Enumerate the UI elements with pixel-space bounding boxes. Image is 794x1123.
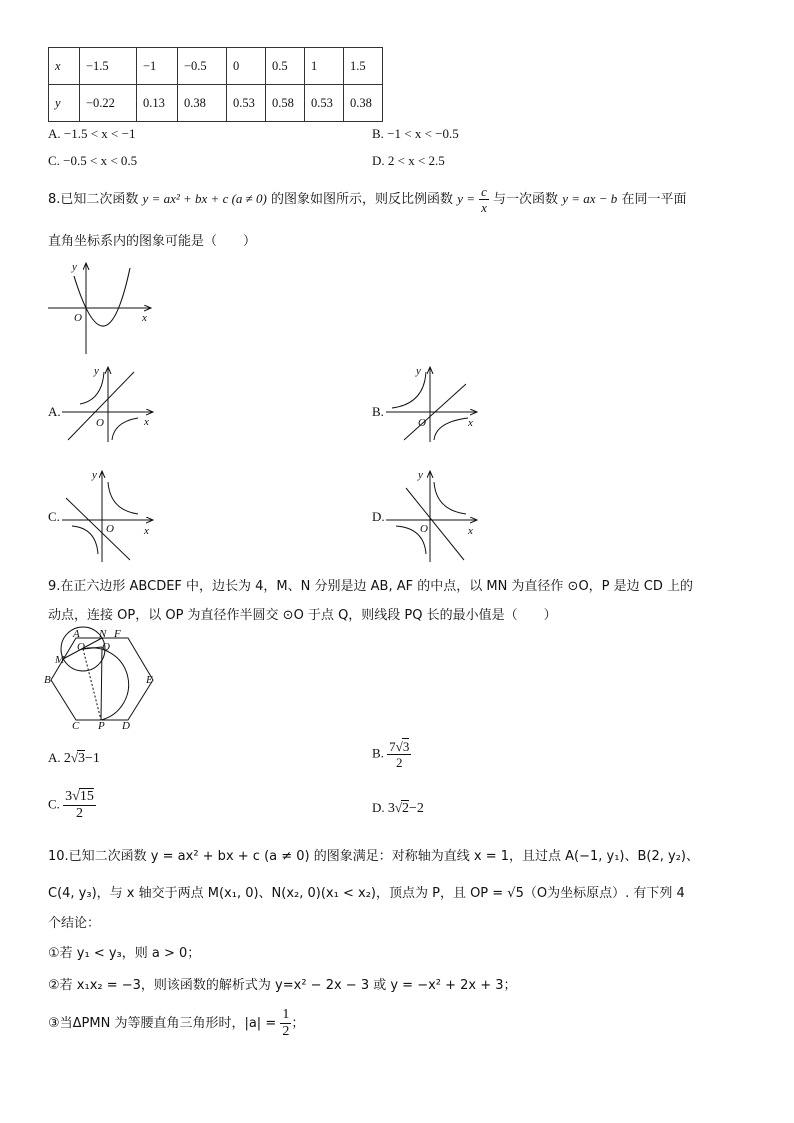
q9-hexagon-figure: [46, 628, 166, 730]
q9-option-d-radicand: 2: [402, 801, 410, 816]
q8-option-d-graph: [386, 468, 482, 564]
q8-option-b-label: B.: [372, 404, 384, 419]
point-label-q: Q: [102, 641, 110, 653]
table-cell: 0.13: [137, 85, 178, 122]
y-axis-label: y: [416, 365, 421, 377]
q9-option-d: [372, 800, 424, 817]
x-axis-label: x: [468, 525, 473, 537]
segment-op: [83, 649, 101, 720]
origin-label: O: [106, 523, 114, 535]
q10-stem-line1: 10.已知二次函数 y = ax² + bx + c (a ≠ 0) 的图象满足：对称轴为直线 x = 1，且过点 A(−1, y₁)、B(2, y₂)、: [48, 849, 699, 864]
q9-option-a: [48, 750, 100, 767]
table-cell: −1.5: [80, 48, 137, 85]
q10-fraction-denominator: 2: [282, 1024, 290, 1039]
q9-option-b-radicand: 3: [402, 739, 410, 754]
hyperbola-branch: [80, 372, 104, 404]
sqrt-symbol: √: [395, 739, 403, 754]
point-label-n: N: [99, 628, 107, 640]
q10-conclusion-3: [48, 1008, 304, 1039]
vertex-label-c: C: [72, 720, 80, 732]
table-cell: −0.22: [80, 85, 137, 122]
table-header-y: y: [49, 85, 80, 122]
hyperbola-branch: [108, 482, 138, 514]
hyperbola-branch: [72, 526, 98, 554]
hyperbola-branch: [434, 482, 466, 514]
table-cell: −1: [137, 48, 178, 85]
q9-option-b: [372, 740, 411, 769]
point-label-o: O: [77, 641, 85, 653]
y-axis-label: y: [92, 469, 97, 481]
q9-option-a-radicand: 3: [78, 751, 86, 766]
x-axis-label: x: [142, 312, 147, 324]
q9-option-a-label: A.: [48, 750, 61, 765]
q9-option-a-coef: 2: [63, 751, 71, 766]
q9-option-c-label: C.: [48, 796, 60, 812]
q9-option-d-tail: −2: [409, 801, 424, 816]
q9-option-b-denominator: 2: [395, 755, 403, 770]
segment-pq: [101, 647, 102, 720]
table-cell: 1.5: [344, 48, 383, 85]
table-cell: 0: [227, 48, 266, 85]
table-row-y: [49, 85, 383, 122]
hyperbola-branch: [392, 372, 426, 408]
q8-option-d-label: D.: [372, 509, 385, 524]
table-cell: 0.38: [344, 85, 383, 122]
q10-conclusion-3-tail: ；: [291, 1016, 305, 1031]
q8-stem-line2: 直角坐标系内的图象可能是（ ）: [48, 234, 257, 249]
table-header-x: x: [49, 48, 80, 85]
q9-stem-line1: 9.在正六边形 ABCDEF 中，边长为 4，M、N 分别是边 AB, AF 的中点，以 MN 为直径作 ⊙O，P 是边 CD 上的: [48, 579, 694, 594]
point-label-p: P: [98, 720, 105, 732]
sqrt-symbol: √: [70, 750, 79, 765]
y-axis-label: y: [418, 469, 423, 481]
origin-label: O: [74, 312, 82, 324]
q9-option-c-coef: 3: [65, 789, 73, 804]
q9-option-b-label: B.: [372, 745, 384, 761]
hyperbola-branch: [112, 418, 138, 440]
q9-option-d-coef: 3: [387, 801, 395, 816]
q9-option-b-fraction: [387, 740, 411, 769]
q7-option-c: C. −0.5 < x < 0.5: [48, 153, 138, 168]
table-cell: 0.53: [227, 85, 266, 122]
q9-option-c-radicand: 15: [79, 789, 94, 804]
sqrt-symbol: √: [394, 800, 403, 815]
q7-option-d: D. 2 < x < 2.5: [372, 153, 445, 168]
q10-conclusion-2: ②若 x₁x₂ = −3，则该函数的解析式为 y=x² − 2x − 3 或 y = −x² + 2x + 3；: [48, 978, 517, 993]
q9-option-b-coef: 7: [389, 739, 396, 754]
hyperbola-branch: [434, 418, 468, 440]
q8-inverse-numerator: c: [481, 184, 487, 199]
value-table: [48, 47, 383, 122]
origin-label: O: [420, 523, 428, 535]
semicircle-op: [83, 648, 129, 720]
parabola-curve: [74, 268, 130, 326]
table-cell: −0.5: [178, 48, 227, 85]
vertex-label-e: E: [146, 674, 153, 686]
q9-option-c-fraction: [63, 790, 96, 821]
q8-parabola-graph: [46, 258, 156, 358]
q10-conclusion-3-fraction: [280, 1008, 291, 1039]
table-cell: 1: [305, 48, 344, 85]
table-cell: 0.53: [305, 85, 344, 122]
vertex-label-f: F: [114, 628, 121, 640]
q10-stem-line3: 个结论：: [48, 916, 101, 931]
q7-option-a: A. −1.5 < x < −1: [48, 126, 136, 141]
y-axis-label: y: [94, 365, 99, 377]
vertex-label-a: A: [73, 628, 80, 640]
vertex-label-b: B: [44, 674, 51, 686]
table-row-x: [49, 48, 383, 85]
q8-stem: [48, 184, 686, 215]
q8-linear: y = ax − b: [562, 191, 618, 206]
q9-stem-line2: 动点，连接 OP，以 OP 为直径作半圆交 ⊙O 于点 Q，则线段 PQ 长的最小值是（ ）: [48, 608, 557, 623]
q8-stem-prefix: 8.已知二次函数: [48, 192, 139, 207]
q10-stem-line2: C(4, y₃)，与 x 轴交于两点 M(x₁, 0)、N(x₂, 0)(x₁ < x₂)，顶点为 P，且 OP = √5（O为坐标原点）. 有下列 4: [48, 886, 685, 901]
q8-option-a-graph: [62, 364, 158, 444]
q8-inverse-lhs: y =: [457, 191, 475, 206]
q10-conclusion-1: ①若 y₁ < y₃，则 a > 0；: [48, 946, 201, 961]
q8-quadratic: y = ax² + bx + c (a ≠ 0): [142, 191, 267, 206]
q8-stem-mid: 的图象如图所示，则反比例函数: [271, 192, 454, 207]
q8-stem-mid2: 与一次函数: [493, 192, 559, 207]
vertex-label-d: D: [122, 720, 130, 732]
x-axis-label: x: [468, 417, 473, 429]
q8-stem-end: 在同一平面: [621, 192, 687, 207]
q7-option-b: B. −1 < x < −0.5: [372, 126, 459, 141]
point-label-m: M: [55, 654, 65, 666]
table-cell: 0.58: [266, 85, 305, 122]
q8-option-c-graph: [62, 468, 158, 564]
q10-conclusion-3-text: ③当ΔPMN 为等腰直角三角形时，|a| =: [48, 1016, 277, 1031]
q9-option-c-denominator: 2: [76, 806, 84, 821]
line-graph: [406, 488, 464, 560]
origin-label: O: [418, 417, 426, 429]
q9-option-d-label: D.: [372, 800, 385, 815]
table-cell: 0.5: [266, 48, 305, 85]
table-cell: 0.38: [178, 85, 227, 122]
line-graph: [68, 372, 134, 440]
y-axis-label: y: [72, 261, 77, 273]
origin-label: O: [96, 417, 104, 429]
sqrt-symbol: √: [72, 789, 80, 804]
x-axis-label: x: [144, 525, 149, 537]
q9-option-a-tail: −1: [85, 751, 100, 766]
x-axis-label: x: [144, 416, 149, 428]
q8-option-c-label: C.: [48, 509, 60, 524]
q8-option-a-label: A.: [48, 404, 61, 419]
q10-fraction-numerator: 1: [282, 1007, 290, 1022]
q9-option-c: [48, 790, 96, 821]
q8-option-b-graph: [386, 364, 482, 444]
q8-inverse-fraction: [479, 185, 489, 214]
q8-inverse-denominator: x: [481, 200, 487, 215]
